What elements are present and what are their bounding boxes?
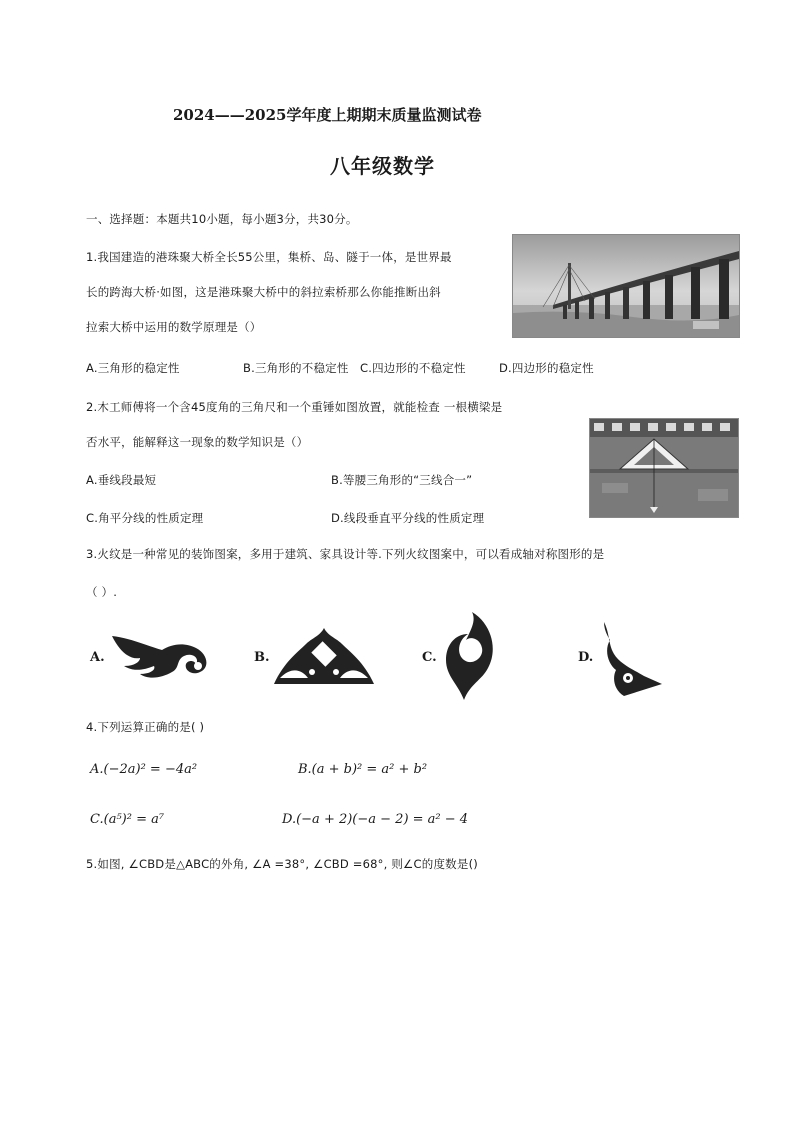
q3-label-d: D. bbox=[578, 650, 594, 665]
q2-option-b: B.等腰三角形的“三线合一” bbox=[331, 473, 473, 487]
q1-option-c: C.四边形的不稳定性 bbox=[360, 361, 466, 375]
q1-option-b: B.三角形的不稳定性 bbox=[243, 361, 349, 375]
flame-pattern-b bbox=[272, 626, 376, 688]
flame-pattern-a bbox=[110, 628, 214, 684]
q3-line-2: （ ）. bbox=[86, 585, 118, 599]
q4-option-a: A.(−2a)² = −4a² bbox=[90, 762, 198, 777]
flame-pattern-d bbox=[600, 620, 664, 698]
q5-stem: 5.如图, ∠CBD是△ABC的外角, ∠A =38°, ∠CBD =68°, 则∠C的度数是() bbox=[86, 857, 478, 871]
flame-pattern-c bbox=[442, 610, 498, 704]
q3-label-c: C. bbox=[422, 650, 437, 665]
q4-option-b: B.(a + b)² = a² + b² bbox=[298, 762, 428, 777]
q2-option-d: D.线段垂直平分线的性质定理 bbox=[331, 511, 485, 525]
q4-option-d: D.(−a + 2)(−a − 2) = a² − 4 bbox=[282, 812, 469, 827]
q1-line-1: 1.我国建造的港珠聚大桥全长55公里，集桥、岛、隧于一体，是世界最 bbox=[86, 250, 452, 264]
exam-title: 2024——2025学年度上期期末质量监测试卷 bbox=[173, 106, 482, 124]
q3-label-a: A. bbox=[90, 650, 105, 665]
q3-line-1: 3.火纹是一种常见的装饰图案，多用于建筑、家具设计等.下列火纹图案中，可以看成轴对称图形的是 bbox=[86, 547, 605, 561]
exam-subtitle: 八年级数学 bbox=[330, 154, 435, 178]
section-heading: 一、选择题：本题共10小题，每小题3分，共30分。 bbox=[86, 212, 358, 226]
bridge-photo bbox=[512, 234, 740, 338]
q2-line-2: 否水平，能解释这一现象的数学知识是（） bbox=[86, 435, 309, 449]
q2-option-a: A.垂线段最短 bbox=[86, 473, 157, 487]
q4-option-c: C.(a⁵)² = a⁷ bbox=[90, 812, 165, 827]
q2-option-c: C.角平分线的性质定理 bbox=[86, 511, 204, 525]
q1-line-3: 拉索大桥中运用的数学原理是（） bbox=[86, 320, 262, 334]
q3-label-b: B. bbox=[254, 650, 270, 665]
q4-stem: 4.下列运算正确的是( ) bbox=[86, 720, 205, 734]
q1-option-a: A.三角形的稳定性 bbox=[86, 361, 180, 375]
q1-option-d: D.四边形的稳定性 bbox=[499, 361, 594, 375]
q2-line-1: 2.木工师傅将一个含45度角的三角尺和一个重锤如图放置，就能检查 一根横梁是 bbox=[86, 400, 503, 414]
q1-line-2: 长的跨海大桥·如图，这是港珠聚大桥中的斜拉索桥那么你能推断出斜 bbox=[86, 285, 441, 299]
carpenter-photo bbox=[589, 418, 739, 518]
